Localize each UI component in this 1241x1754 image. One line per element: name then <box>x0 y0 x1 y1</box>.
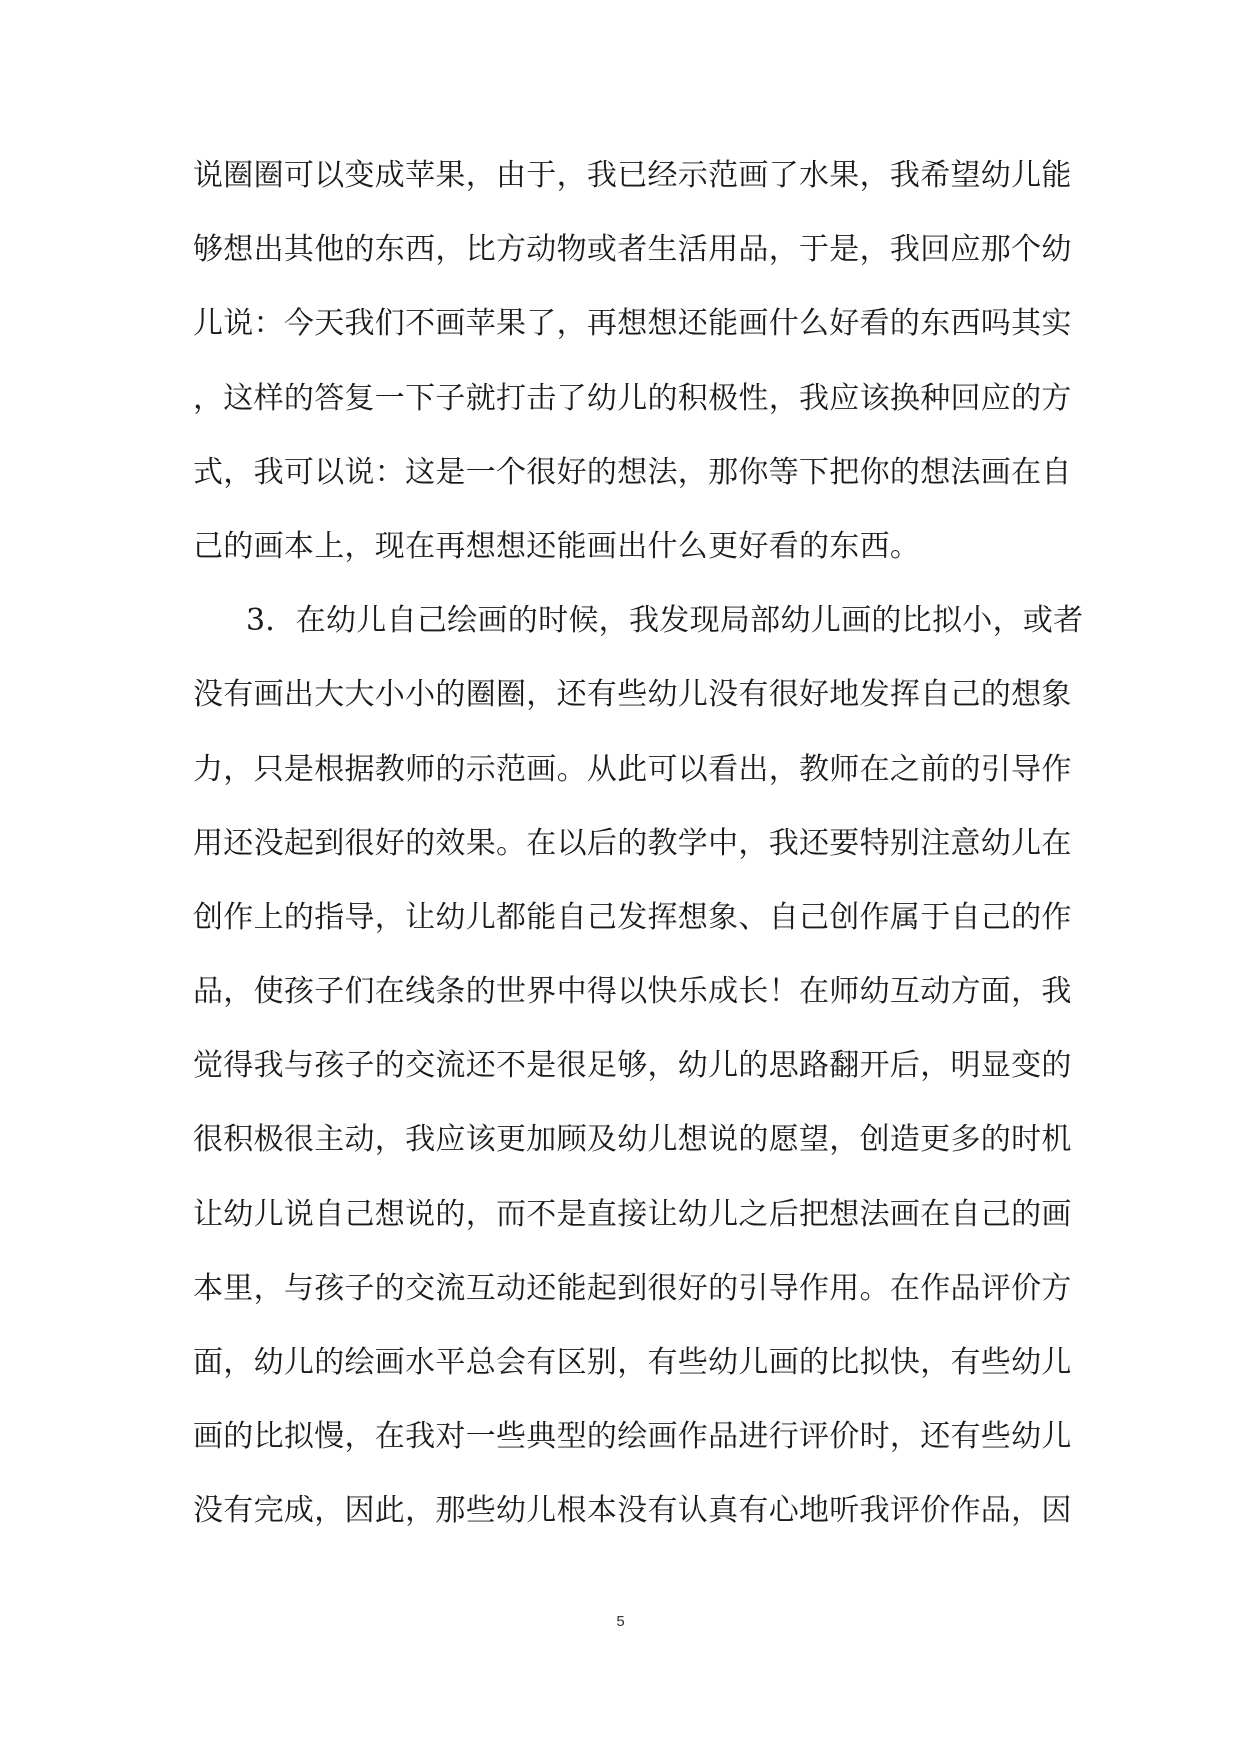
text-line: 本里，与孩子的交流互动还能起到很好的引导作用。在作品评价方 <box>193 1270 1072 1306</box>
text-line: 够想出其他的东西，比方动物或者生活用品，于是，我回应那个幼 <box>193 232 1072 268</box>
text-line: 式，我可以说：这是一个很好的想法，那你等下把你的想法画在自 <box>193 454 1072 490</box>
text-line: 画的比拟慢，在我对一些典型的绘画作品进行评价时，还有些幼儿 <box>193 1419 1072 1455</box>
text-line: 儿说：今天我们不画苹果了，再想想还能画什么好看的东西吗其实 <box>193 306 1072 342</box>
text-line: 力，只是根据教师的示范画。从此可以看出，教师在之前的引导作 <box>193 751 1072 787</box>
body-text <box>193 139 1084 1549</box>
text-line: ，这样的答复一下子就打击了幼儿的积极性，我应该换种回应的方 <box>193 380 1072 416</box>
text-line: 觉得我与孩子的交流还不是很足够，幼儿的思路翻开后，明显变的 <box>193 1048 1072 1084</box>
text-line: 没有画出大大小小的圈圈，还有些幼儿没有很好地发挥自己的想象 <box>193 677 1072 713</box>
text-line: 很积极很主动，我应该更加顾及幼儿想说的愿望，创造更多的时机 <box>193 1122 1072 1158</box>
text-line: 己的画本上，现在再想想还能画出什么更好看的东西。 <box>193 528 921 564</box>
text-line: 品，使孩子们在线条的世界中得以快乐成长！在师幼互动方面，我 <box>193 974 1072 1010</box>
page-number: 5 <box>616 1613 625 1630</box>
text-line: 用还没起到很好的效果。在以后的教学中，我还要特别注意幼儿在 <box>193 825 1072 861</box>
text-line: 让幼儿说自己想说的，而不是直接让幼儿之后把想法画在自己的画 <box>193 1196 1072 1232</box>
text-line: 说圈圈可以变成苹果，由于，我已经示范画了水果，我希望幼儿能 <box>193 158 1072 193</box>
text-line: 没有完成，因此，那些幼儿根本没有认真有心地听我评价作品，因 <box>193 1493 1072 1529</box>
text-line-paragraph-start: 3．在幼儿自己绘画的时候，我发现局部幼儿画的比拟小，或者 <box>246 603 1084 639</box>
text-line: 创作上的指导，让幼儿都能自己发挥想象、自己创作属于自己的作 <box>193 899 1072 935</box>
text-line: 面，幼儿的绘画水平总会有区别，有些幼儿画的比拟快，有些幼儿 <box>193 1345 1072 1380</box>
